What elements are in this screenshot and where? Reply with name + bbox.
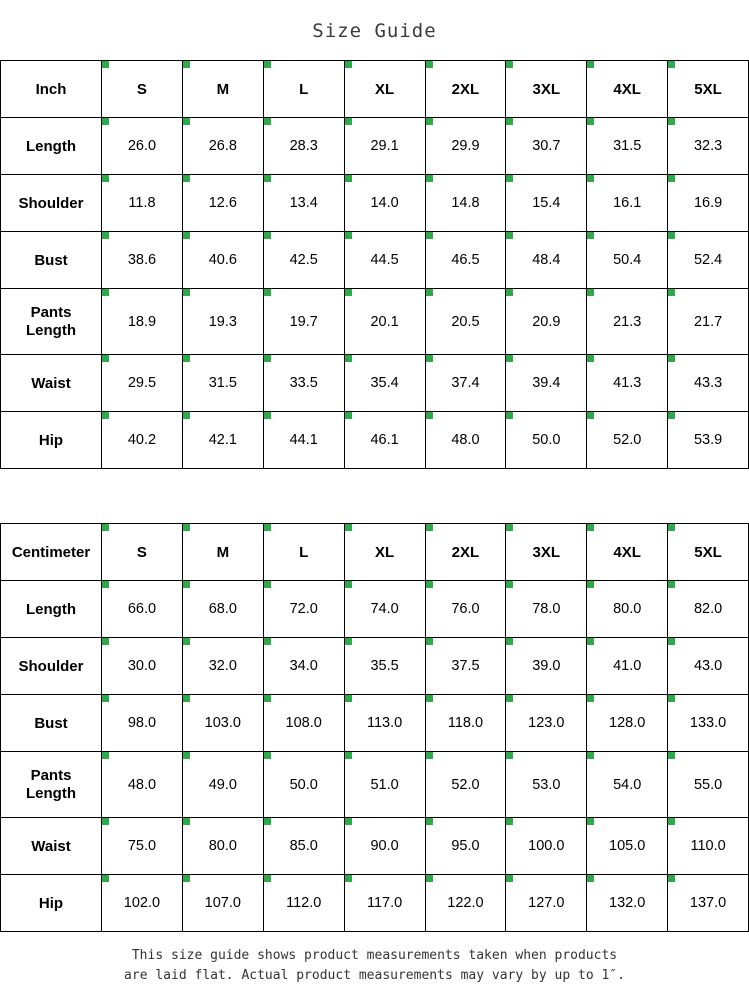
- unit-label-inch: Inch: [1, 61, 102, 118]
- cell-hip-xl: 46.1: [344, 412, 425, 469]
- cell-shoulder-4xl: 41.0: [587, 638, 668, 695]
- cell-length-4xl: 31.5: [587, 118, 668, 175]
- cell-pants-length-s: 48.0: [102, 752, 183, 818]
- cell-shoulder-xl: 14.0: [344, 175, 425, 232]
- row-label-waist: Waist: [1, 355, 102, 412]
- cell-pants-length-m: 49.0: [182, 752, 263, 818]
- cell-length-xl: 74.0: [344, 581, 425, 638]
- table-row: [1, 175, 749, 232]
- cell-waist-5xl: 110.0: [668, 818, 749, 875]
- cell-hip-5xl: 137.0: [668, 875, 749, 932]
- cell-waist-4xl: 105.0: [587, 818, 668, 875]
- cell-shoulder-5xl: 43.0: [668, 638, 749, 695]
- size-header-xl: XL: [344, 61, 425, 118]
- row-label-pants-line2: Length: [26, 321, 76, 339]
- row-label-waist: Waist: [1, 818, 102, 875]
- table-row: [1, 289, 749, 355]
- cell-hip-4xl: 52.0: [587, 412, 668, 469]
- cell-waist-xl: 90.0: [344, 818, 425, 875]
- row-label-shoulder: Shoulder: [1, 638, 102, 695]
- cell-shoulder-2xl: 37.5: [425, 638, 506, 695]
- row-label-pants-line2: Length: [26, 784, 76, 802]
- cell-bust-s: 38.6: [102, 232, 183, 289]
- row-label-pants-line1: Pants: [30, 767, 72, 785]
- footnote-line-1: This size guide shows product measurements taken when products: [131, 948, 618, 963]
- cell-pants-length-2xl: 20.5: [425, 289, 506, 355]
- cell-shoulder-m: 12.6: [182, 175, 263, 232]
- row-label-pants-line1: Pants: [30, 304, 72, 322]
- cell-shoulder-3xl: 39.0: [506, 638, 587, 695]
- cell-waist-2xl: 95.0: [425, 818, 506, 875]
- cell-waist-s: 29.5: [102, 355, 183, 412]
- cell-length-s: 66.0: [102, 581, 183, 638]
- table-separator: [0, 469, 749, 523]
- table-row: [1, 818, 749, 875]
- cell-waist-5xl: 43.3: [668, 355, 749, 412]
- cell-bust-5xl: 52.4: [668, 232, 749, 289]
- cell-waist-m: 80.0: [182, 818, 263, 875]
- table-row: [1, 118, 749, 175]
- row-label-pants-length: [1, 289, 102, 355]
- cell-bust-l: 42.5: [263, 232, 344, 289]
- size-header-3xl: 3XL: [506, 61, 587, 118]
- footnote-line-2: are laid flat. Actual product measurements may vary by up to 1″.: [124, 968, 625, 984]
- cell-hip-3xl: 127.0: [506, 875, 587, 932]
- cell-length-m: 68.0: [182, 581, 263, 638]
- cell-length-xl: 29.1: [344, 118, 425, 175]
- cell-bust-l: 108.0: [263, 695, 344, 752]
- cell-waist-s: 75.0: [102, 818, 183, 875]
- cell-hip-5xl: 53.9: [668, 412, 749, 469]
- table-row: [1, 412, 749, 469]
- size-header-l: L: [263, 61, 344, 118]
- cell-length-2xl: 76.0: [425, 581, 506, 638]
- row-label-length: Length: [1, 118, 102, 175]
- cell-bust-4xl: 50.4: [587, 232, 668, 289]
- size-table-centimeter: [0, 523, 749, 932]
- cell-length-5xl: 82.0: [668, 581, 749, 638]
- row-label-hip: Hip: [1, 875, 102, 932]
- cell-waist-m: 31.5: [182, 355, 263, 412]
- size-table-inch: [0, 60, 749, 469]
- row-label-hip: Hip: [1, 412, 102, 469]
- cell-bust-2xl: 118.0: [425, 695, 506, 752]
- row-label-length: Length: [1, 581, 102, 638]
- cell-hip-l: 112.0: [263, 875, 344, 932]
- size-header-l: L: [263, 524, 344, 581]
- table-row: [1, 752, 749, 818]
- table-row: [1, 875, 749, 932]
- cell-length-l: 28.3: [263, 118, 344, 175]
- row-label-pants-length: [1, 752, 102, 818]
- cell-bust-3xl: 123.0: [506, 695, 587, 752]
- table-row: [1, 581, 749, 638]
- cell-pants-length-m: 19.3: [182, 289, 263, 355]
- cell-pants-length-4xl: 21.3: [587, 289, 668, 355]
- cell-hip-3xl: 50.0: [506, 412, 587, 469]
- cell-waist-xl: 35.4: [344, 355, 425, 412]
- table-header-row: [1, 524, 749, 581]
- cell-pants-length-xl: 20.1: [344, 289, 425, 355]
- cell-hip-m: 42.1: [182, 412, 263, 469]
- size-header-s: S: [102, 524, 183, 581]
- cell-bust-s: 98.0: [102, 695, 183, 752]
- size-header-3xl: 3XL: [506, 524, 587, 581]
- cell-waist-2xl: 37.4: [425, 355, 506, 412]
- cell-bust-3xl: 48.4: [506, 232, 587, 289]
- cell-waist-l: 85.0: [263, 818, 344, 875]
- table-row: [1, 355, 749, 412]
- size-header-4xl: 4XL: [587, 524, 668, 581]
- cell-bust-xl: 44.5: [344, 232, 425, 289]
- cell-hip-m: 107.0: [182, 875, 263, 932]
- row-label-bust: Bust: [1, 232, 102, 289]
- size-header-2xl: 2XL: [425, 524, 506, 581]
- footnote: [0, 932, 749, 986]
- cell-pants-length-l: 50.0: [263, 752, 344, 818]
- cell-bust-2xl: 46.5: [425, 232, 506, 289]
- cell-pants-length-s: 18.9: [102, 289, 183, 355]
- size-header-4xl: 4XL: [587, 61, 668, 118]
- cell-shoulder-s: 11.8: [102, 175, 183, 232]
- size-header-xl: XL: [344, 524, 425, 581]
- cell-shoulder-m: 32.0: [182, 638, 263, 695]
- size-header-2xl: 2XL: [425, 61, 506, 118]
- cell-pants-length-5xl: 55.0: [668, 752, 749, 818]
- cell-hip-2xl: 122.0: [425, 875, 506, 932]
- table-row: [1, 695, 749, 752]
- cell-waist-3xl: 100.0: [506, 818, 587, 875]
- cell-hip-2xl: 48.0: [425, 412, 506, 469]
- table-row: [1, 232, 749, 289]
- cell-shoulder-l: 13.4: [263, 175, 344, 232]
- cell-pants-length-3xl: 20.9: [506, 289, 587, 355]
- cell-bust-5xl: 133.0: [668, 695, 749, 752]
- cell-length-m: 26.8: [182, 118, 263, 175]
- cell-length-2xl: 29.9: [425, 118, 506, 175]
- cell-hip-l: 44.1: [263, 412, 344, 469]
- size-header-m: M: [182, 61, 263, 118]
- table-header-row: [1, 61, 749, 118]
- cell-bust-4xl: 128.0: [587, 695, 668, 752]
- size-header-5xl: 5XL: [668, 524, 749, 581]
- cell-bust-m: 40.6: [182, 232, 263, 289]
- cell-length-3xl: 78.0: [506, 581, 587, 638]
- size-header-m: M: [182, 524, 263, 581]
- size-header-s: S: [102, 61, 183, 118]
- cell-shoulder-4xl: 16.1: [587, 175, 668, 232]
- cell-length-4xl: 80.0: [587, 581, 668, 638]
- cell-hip-s: 40.2: [102, 412, 183, 469]
- cell-pants-length-3xl: 53.0: [506, 752, 587, 818]
- size-header-5xl: 5XL: [668, 61, 749, 118]
- cell-length-3xl: 30.7: [506, 118, 587, 175]
- row-label-bust: Bust: [1, 695, 102, 752]
- cell-hip-4xl: 132.0: [587, 875, 668, 932]
- cell-hip-xl: 117.0: [344, 875, 425, 932]
- cell-pants-length-5xl: 21.7: [668, 289, 749, 355]
- cell-pants-length-2xl: 52.0: [425, 752, 506, 818]
- cell-shoulder-xl: 35.5: [344, 638, 425, 695]
- cell-shoulder-3xl: 15.4: [506, 175, 587, 232]
- cell-shoulder-2xl: 14.8: [425, 175, 506, 232]
- cell-bust-m: 103.0: [182, 695, 263, 752]
- cell-pants-length-xl: 51.0: [344, 752, 425, 818]
- cell-shoulder-5xl: 16.9: [668, 175, 749, 232]
- cell-shoulder-s: 30.0: [102, 638, 183, 695]
- cell-length-l: 72.0: [263, 581, 344, 638]
- cell-length-s: 26.0: [102, 118, 183, 175]
- row-label-shoulder: Shoulder: [1, 175, 102, 232]
- table-row: [1, 638, 749, 695]
- cell-length-5xl: 32.3: [668, 118, 749, 175]
- cell-waist-3xl: 39.4: [506, 355, 587, 412]
- cell-waist-l: 33.5: [263, 355, 344, 412]
- unit-label-centimeter: Centimeter: [1, 524, 102, 581]
- cell-pants-length-4xl: 54.0: [587, 752, 668, 818]
- cell-waist-4xl: 41.3: [587, 355, 668, 412]
- cell-pants-length-l: 19.7: [263, 289, 344, 355]
- cell-bust-xl: 113.0: [344, 695, 425, 752]
- cell-shoulder-l: 34.0: [263, 638, 344, 695]
- cell-hip-s: 102.0: [102, 875, 183, 932]
- page-title: Size Guide: [312, 20, 437, 42]
